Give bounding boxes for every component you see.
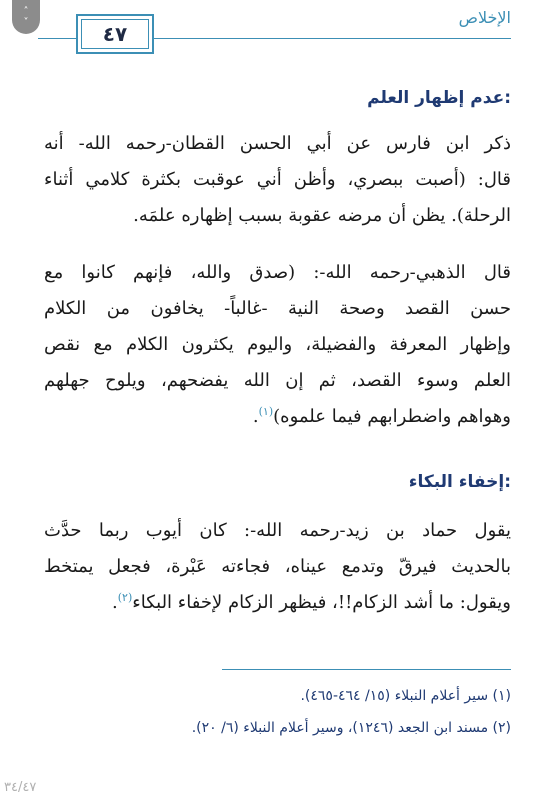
page-number-box <box>76 14 154 54</box>
page-counter: ٣٤/٤٧ <box>4 780 37 795</box>
paragraph <box>44 255 511 435</box>
text-line-with-footnote <box>44 585 511 621</box>
footnote-ref[interactable]: (١) <box>258 405 274 418</box>
text-line: بالحديث فيرقّ وتدمع عيناه، فجاءته عَبْرة، فجعل يمتخط <box>44 556 511 577</box>
section-heading: إخفاء البكاء: <box>408 472 511 492</box>
footnote-ref[interactable]: (٢) <box>117 591 133 604</box>
footnote: (١) سير أعلام النبلاء (١٥/ ٤٦٤-٤٦٥). <box>300 688 511 704</box>
paragraph <box>44 126 511 234</box>
text-line: وإظهار المعرفة والفضيلة، واليوم يكثرون الكلام مع نقص <box>44 334 511 355</box>
text-fragment: . <box>112 592 118 613</box>
footnote: (٢) مسند ابن الجعد (١٢٤٦)، وسير أعلام النبلاء (٦/ ٢٠). <box>191 720 511 736</box>
text-line: ذكر ابن فارس عن أبي الحسن القطان-رحمه الله- أنه <box>44 133 511 154</box>
section-heading: عدم إظهار العلم: <box>367 88 511 108</box>
text-line-with-footnote <box>44 399 511 435</box>
text-line: قال: (أصبت ببصري، وأظن أني عوقبت بكثرة كلامي أثناء <box>44 169 511 190</box>
paragraph <box>44 513 511 621</box>
text-line: العلم وسوء القصد، ثم إن الله يفضحهم، ويلوح جهلهم <box>44 370 511 391</box>
text-line: يقول حماد بن زيد-رحمه الله-: كان أيوب ربما حدَّث <box>44 520 511 541</box>
chevron-up-icon: ˄ <box>23 6 29 17</box>
chevron-down-icon: ˅ <box>23 17 29 28</box>
text-fragment: ويقول: ما أشد الزكام!!، فيظهر الزكام لإخفاء البكاء <box>132 592 511 613</box>
text-fragment: . <box>252 406 259 427</box>
text-line: الرحلة). يظن أن مرضه عقوبة بسبب إظهاره علمَه. <box>133 205 511 226</box>
running-title: الإخلاص <box>458 8 511 27</box>
page-number: ٤٧ <box>81 19 149 49</box>
text-line: قال الذهبي-رحمه الله-: (صدق والله، فإنهم كانوا مع <box>44 262 511 283</box>
scroll-toggle-button[interactable] <box>12 0 40 34</box>
text-line: حسن القصد وصحة النية -غالباً- يخافون من الكلام <box>44 298 511 319</box>
footnote-rule <box>222 669 511 670</box>
text-fragment: وهواهم واضطرابهم فيما علموه) <box>273 406 511 427</box>
